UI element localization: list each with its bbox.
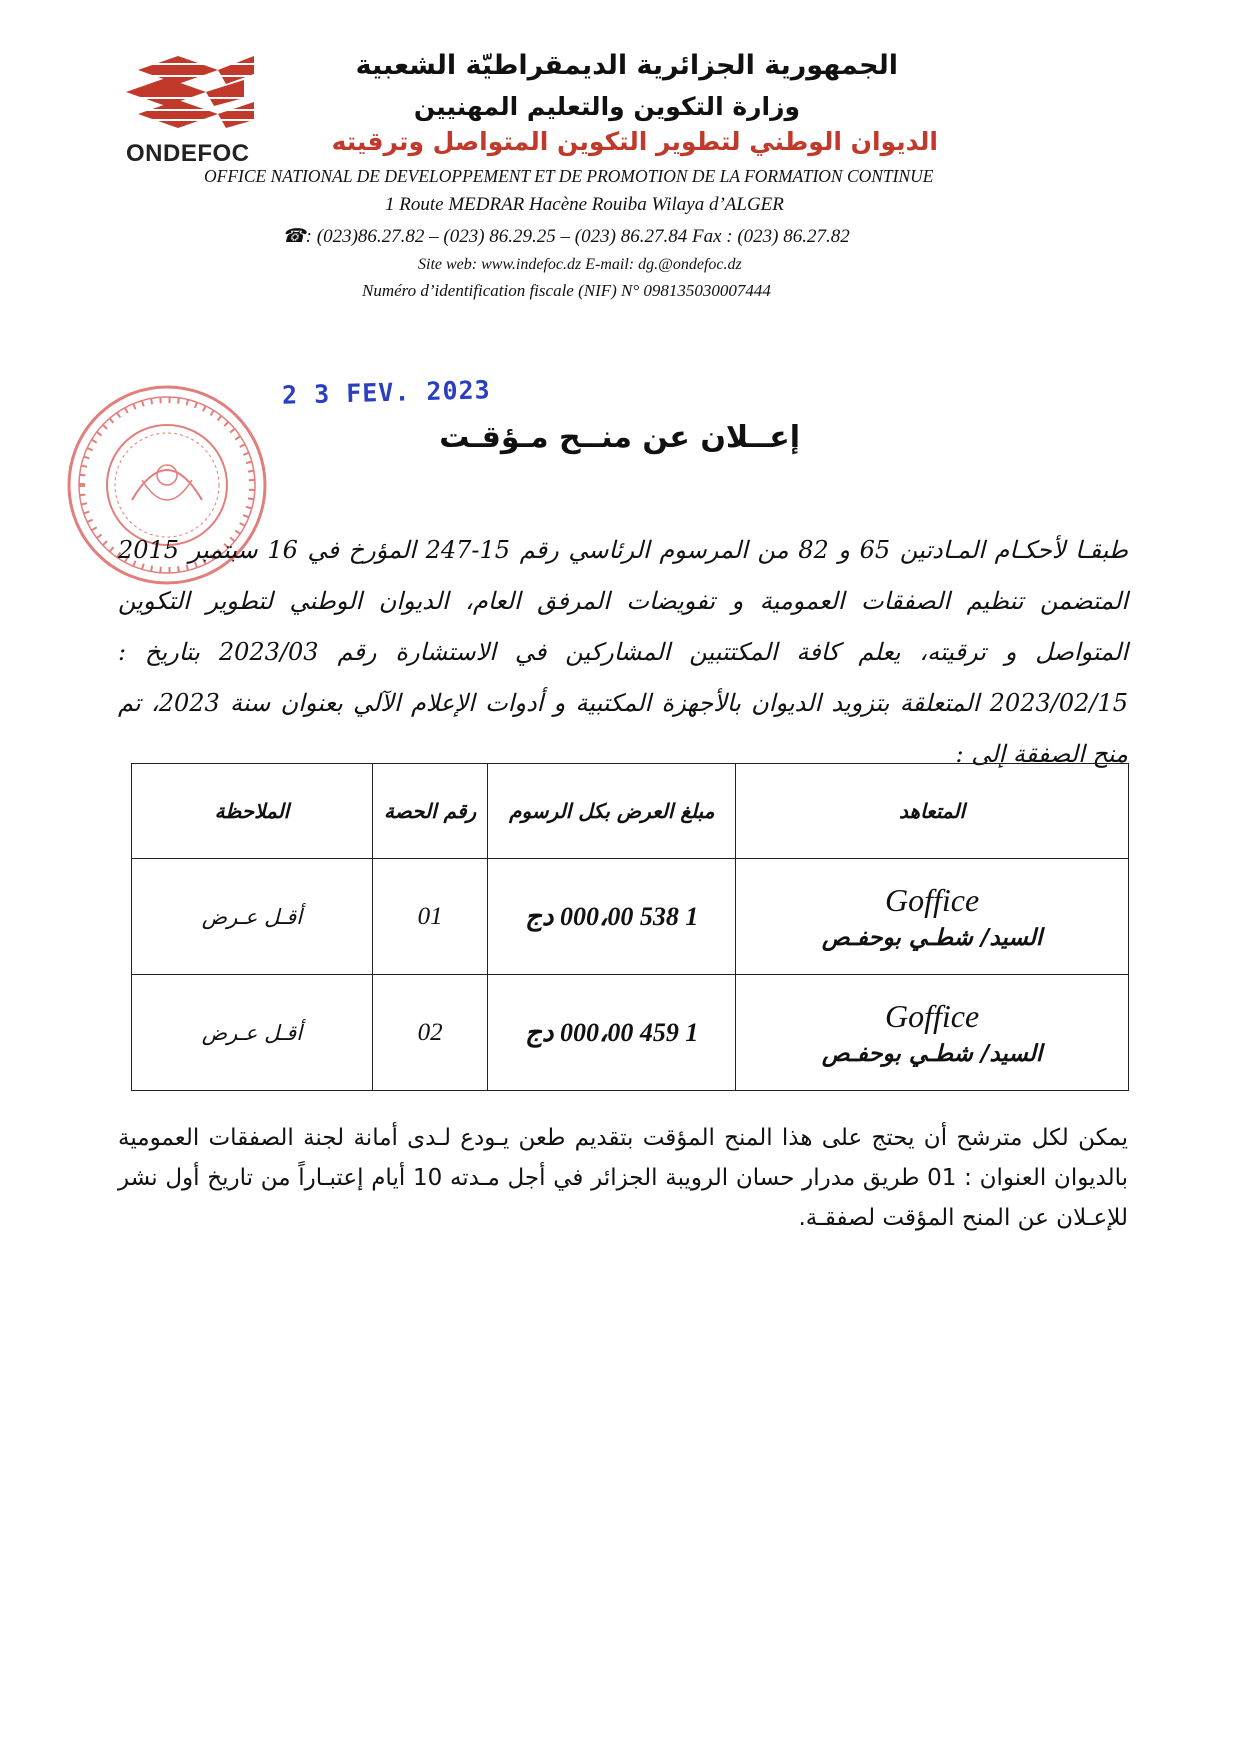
office-phones: ☎: (023)86.27.82 – (023) 86.29.25 – (023) 86.27.84 Fax : (023) 86.27.82	[282, 226, 850, 247]
lot-number: 02	[417, 1018, 443, 1046]
ministry-heading: وزارة التكوين والتعليم المهنيين	[413, 92, 800, 121]
table-header-row	[132, 764, 1129, 859]
intro-paragraph: طبقـا لأحكـام المـادتين 65 و 82 من المرسوم الرئاسي رقم 15-247 المؤرخ في 16 سبتمبر 2015 المتضمن تنظيم الصفقات العمومية و تفويضات المرفق العام، الديوان الوطني لتطوير التكوين المتواصل و ترقيته، يعلم كافة المكتتبين المشاركين في الاستشارة رقم 2023/03 بتاريخ : 2023/02/15 المتعلقة بتزويد الديوان بالأجهزة المكتبية و أدوات الإعلام الآلي بعنوان سنة 2023، تم منح الصفقة إلى :	[118, 536, 1129, 768]
office-address: 1 Route MEDRAR Hacène Rouiba Wilaya d’ALGER	[385, 194, 784, 215]
table-row	[132, 975, 1129, 1091]
cell-amount	[488, 975, 736, 1091]
bidder-person: السيد/ شطـي بوحفـص	[821, 1041, 1043, 1067]
remark-text: أقـل عـرض	[201, 1020, 303, 1045]
cell-contractor	[736, 859, 1129, 975]
bid-amount: 1 538 000،00 دج	[525, 901, 699, 931]
bid-amount: 1 459 000،00 دج	[525, 1017, 699, 1047]
header-lot: رقم الحصة	[372, 764, 488, 859]
cell-remark	[132, 859, 373, 975]
cell-contractor	[736, 975, 1129, 1091]
cell-lot	[372, 859, 488, 975]
logo-name: ONDEFOC	[126, 140, 250, 167]
header-amount: مبلغ العرض بكل الرسوم	[488, 764, 736, 859]
table-row	[132, 859, 1129, 975]
remark-text: أقـل عـرض	[201, 904, 303, 929]
office-heading-fr: OFFICE NATIONAL DE DEVELOPPEMENT ET DE PROMOTION DE LA FORMATION CONTINUE	[204, 166, 934, 186]
cell-lot	[372, 975, 488, 1091]
header-remark: الملاحظة	[132, 764, 373, 859]
cell-remark	[132, 975, 373, 1091]
lot-number: 01	[417, 902, 443, 930]
bidder-company: Goffice	[884, 882, 980, 918]
bidder-company: Goffice	[884, 998, 980, 1034]
office-web-email: Site web: www.indefoc.dz E-mail: dg.@ondefoc.dz	[418, 256, 742, 273]
header-contractor: المتعاهد	[736, 764, 1129, 859]
closing-paragraph: يمكن لكل مترشح أن يحتج على هذا المنح المؤقت بتقديم طعن يـودع لـدى أمانة لجنة الصفقات العمومية بالديوان العنوان : 01 طريق مدرار حسان الرويبة الجزائر في أجل مـدته 10 أيام إعتبـاراً من تاريخ أول نشر للإعـلان عن المنح المؤقت لصفقـة.	[118, 1125, 1128, 1231]
republic-heading: الجمهورية الجزائرية الديمقراطيّة الشعبية	[355, 50, 898, 81]
bidder-person: السيد/ شطـي بوحفـص	[821, 925, 1043, 951]
office-heading-ar: الديوان الوطني لتطوير التكوين المتواصل وترقيته	[331, 127, 938, 156]
date-stamp: 2 3 FEV. 2023	[281, 375, 492, 410]
page-title: إعــلان عن منــح مـؤقـت	[439, 420, 800, 455]
office-nif: Numéro d’identification fiscale (NIF) N° 098135030007444	[362, 281, 771, 300]
award-table	[131, 763, 1129, 1091]
cell-amount	[488, 859, 736, 975]
